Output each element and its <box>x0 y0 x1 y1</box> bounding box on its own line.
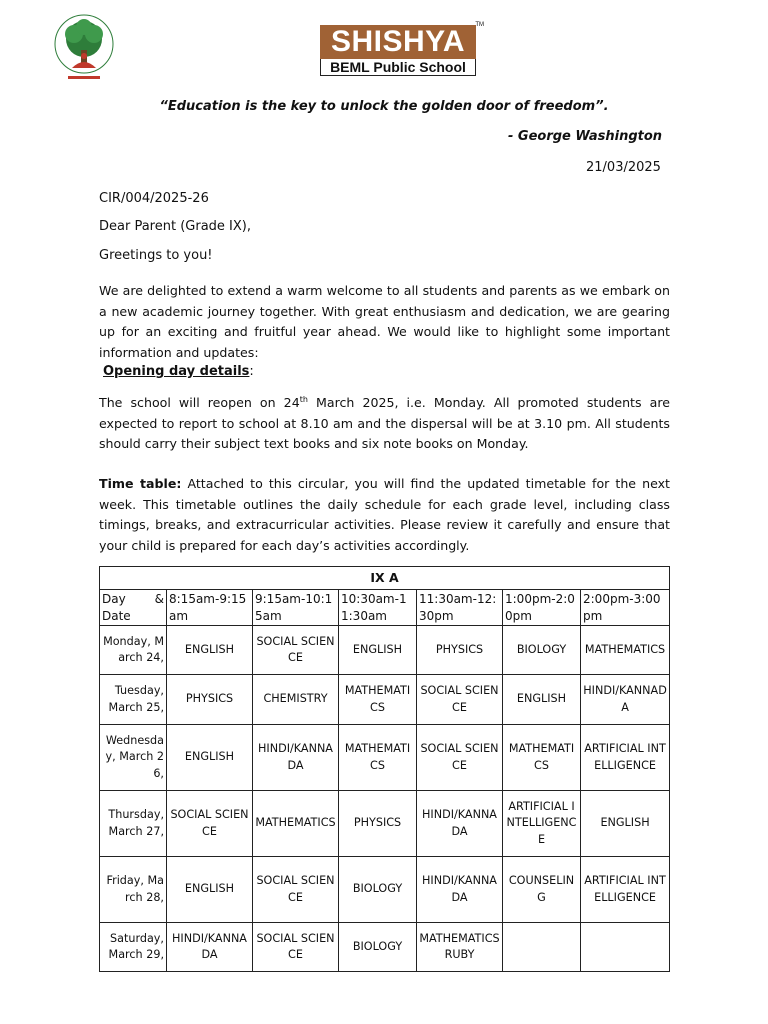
subject-cell: HINDI/KANNADA <box>167 923 253 972</box>
subject-cell: SOCIAL SCIENCE <box>417 725 503 791</box>
header-slot: 8:15am-9:15am <box>167 590 253 626</box>
timetable-title: IX A <box>100 567 670 590</box>
subject-cell: SOCIAL SCIENCE <box>417 675 503 725</box>
salutation: Dear Parent (Grade IX), <box>99 219 251 234</box>
table-row <box>100 626 670 675</box>
subject-cell: ENGLISH <box>167 725 253 791</box>
subject-cell <box>503 923 581 972</box>
brand-subtitle: BEML Public School <box>320 59 476 76</box>
subject-cell: HINDI/KANNADA <box>417 791 503 857</box>
subject-cell: ENGLISH <box>167 857 253 923</box>
day-cell: Saturday, March 29, <box>100 923 167 972</box>
subject-cell: MATHEMATICS <box>503 725 581 791</box>
timetable-text: Attached to this circular, you will find the updated timetable for the next week. This timetable outlines the daily schedule for each grade level, including class timings, breaks, and extracurricular activities. Please review it carefully and ensure that your child is prepared for each day’s activities accordingly. <box>99 476 670 553</box>
subject-cell: MATHEMATICS RUBY <box>417 923 503 972</box>
header-amp: & <box>154 592 164 606</box>
timetable-heading: Time table: <box>99 476 182 491</box>
greeting: Greetings to you! <box>99 248 213 263</box>
quote-text: “Education is the key to unlock the golden door of freedom”. <box>159 99 609 114</box>
subject-cell: BIOLOGY <box>339 923 417 972</box>
subject-cell: ENGLISH <box>503 675 581 725</box>
header-slot: 10:30am-11:30am <box>339 590 417 626</box>
table-row <box>100 923 670 972</box>
subject-cell: ENGLISH <box>339 626 417 675</box>
header-slot: 9:15am-10:15am <box>253 590 339 626</box>
header-date: Date <box>102 608 131 623</box>
subject-cell: HINDI/KANNADA <box>581 675 670 725</box>
day-cell: Thursday, March 27, <box>100 791 167 857</box>
subject-cell: MATHEMATICS <box>339 725 417 791</box>
day-cell: Friday, March 28, <box>100 857 167 923</box>
table-row <box>100 675 670 725</box>
table-row <box>100 857 670 923</box>
circular-date: 21/03/2025 <box>586 160 661 175</box>
opening-superscript: th <box>299 394 308 404</box>
opening-heading <box>103 364 254 379</box>
subject-cell: PHYSICS <box>167 675 253 725</box>
day-cell: Tuesday, March 25, <box>100 675 167 725</box>
brand-trademark: TM <box>475 22 484 28</box>
header-day-date <box>100 590 167 626</box>
brand-name: SHISHYA <box>320 25 476 59</box>
subject-cell: ENGLISH <box>167 626 253 675</box>
subject-cell <box>581 923 670 972</box>
subject-cell: MATHEMATICS <box>339 675 417 725</box>
timetable-table <box>99 566 670 972</box>
header-day: Day <box>102 592 126 606</box>
subject-cell: ARTIFICIAL INTELLIGENCE <box>581 725 670 791</box>
subject-cell: PHYSICS <box>339 791 417 857</box>
table-row <box>100 791 670 857</box>
header-slot: 11:30am-12:30pm <box>417 590 503 626</box>
subject-cell: SOCIAL SCIENCE <box>253 857 339 923</box>
opening-heading-colon: : <box>249 364 254 379</box>
header-slot: 2:00pm-3:00pm <box>581 590 670 626</box>
brand-logo <box>320 22 484 76</box>
opening-paragraph <box>99 393 670 455</box>
header-slot: 1:00pm-2:00pm <box>503 590 581 626</box>
quote-author: - George Washington <box>508 129 663 144</box>
timetable-header-row <box>100 590 670 626</box>
subject-cell: SOCIAL SCIENCE <box>167 791 253 857</box>
subject-cell: MATHEMATICS <box>581 626 670 675</box>
timetable-paragraph <box>99 474 670 556</box>
subject-cell: PHYSICS <box>417 626 503 675</box>
opening-text-end: March 2025, i.e. Monday. All promoted students are expected to report to school at 8.10 am and the dispersal will be at 3.10 pm. All students should carry their subject text books and six note books on Monday. <box>99 395 670 451</box>
opening-text-start: The school will reopen on 24 <box>99 395 300 410</box>
subject-cell: CHEMISTRY <box>253 675 339 725</box>
intro-paragraph: We are delighted to extend a warm welcome to all students and parents as we embark on a new academic journey together. With great enthusiasm and dedication, we are gearing up for an exciting and fruitful year ahead. We would like to highlight some important information and updates: <box>99 283 670 360</box>
subject-cell: SOCIAL SCIENCE <box>253 626 339 675</box>
opening-heading-text: Opening day details <box>103 364 250 379</box>
subject-cell: BIOLOGY <box>503 626 581 675</box>
subject-cell: ARTIFICIAL INTELLIGENCE <box>581 857 670 923</box>
subject-cell: BIOLOGY <box>339 857 417 923</box>
subject-cell: MATHEMATICS <box>253 791 339 857</box>
subject-cell: ENGLISH <box>581 791 670 857</box>
subject-cell: COUNSELING <box>503 857 581 923</box>
table-row <box>100 725 670 791</box>
subject-cell: HINDI/KANNADA <box>417 857 503 923</box>
subject-cell: HINDI/KANNADA <box>253 725 339 791</box>
circular-number: CIR/004/2025-26 <box>99 191 209 206</box>
day-cell: Wednesday, March 26, <box>100 725 167 791</box>
subject-cell: SOCIAL SCIENCE <box>253 923 339 972</box>
school-emblem-logo <box>50 12 118 84</box>
subject-cell: ARTIFICIAL INTELLIGENCE <box>503 791 581 857</box>
day-cell: Monday, March 24, <box>100 626 167 675</box>
